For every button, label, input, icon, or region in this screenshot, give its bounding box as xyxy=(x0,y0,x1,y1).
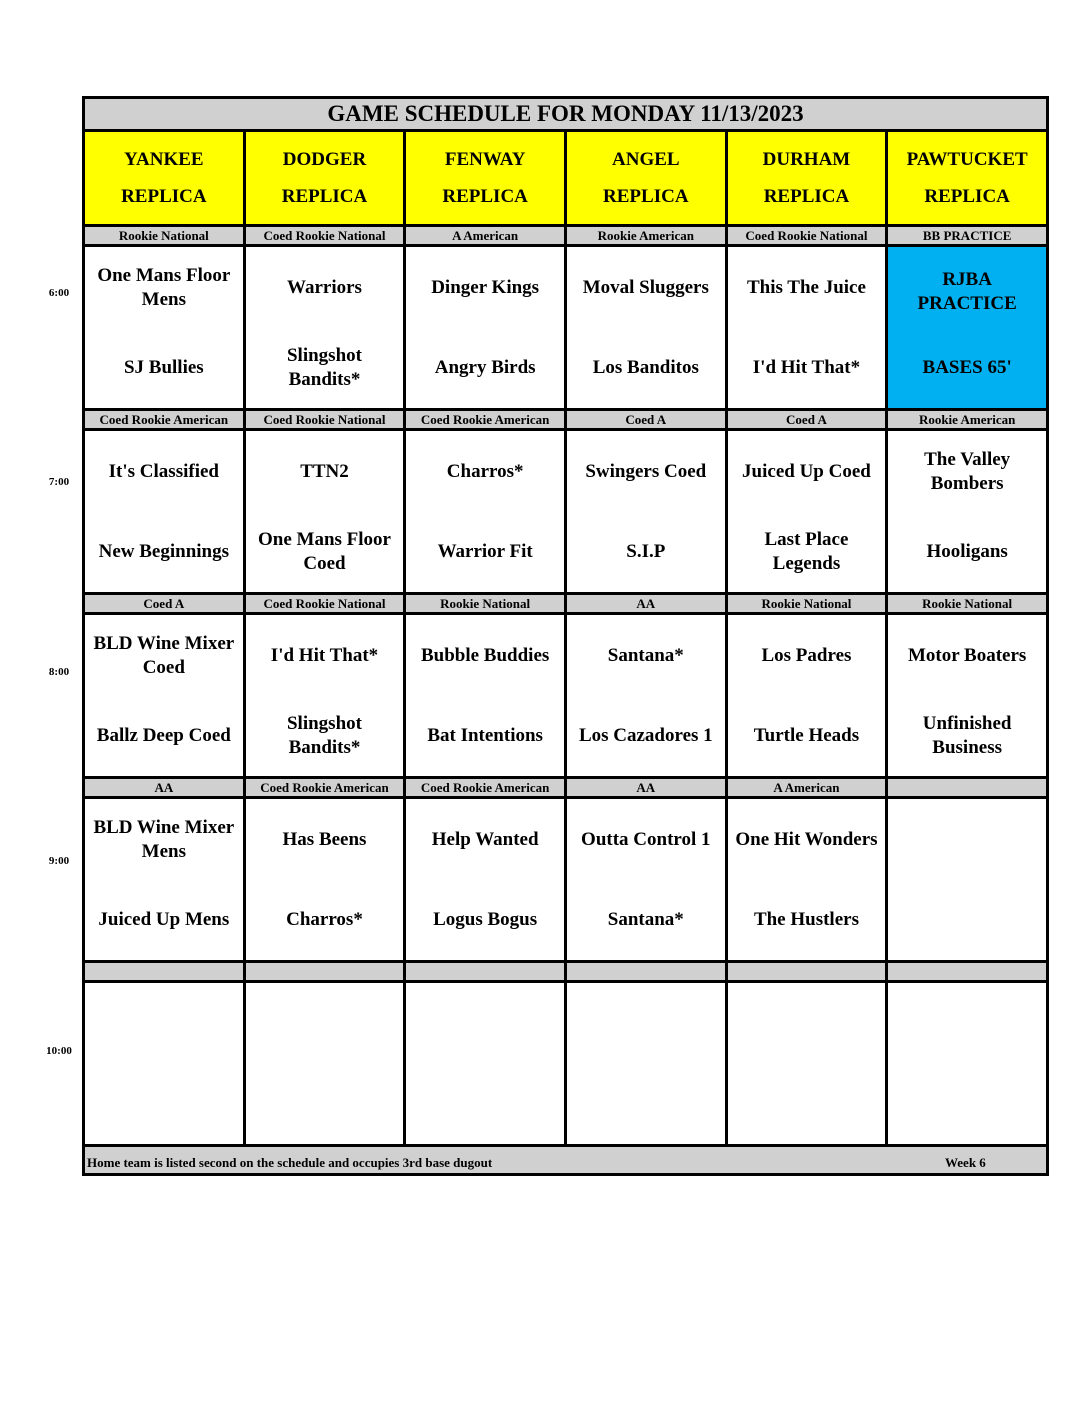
home-team: New Beginnings xyxy=(98,540,230,562)
game-cell xyxy=(726,430,887,594)
schedule-table xyxy=(82,96,1049,1176)
home-team: Los Banditos xyxy=(592,356,699,378)
game-cell xyxy=(887,798,1048,962)
division-label: Rookie National xyxy=(84,226,245,246)
away-team: The Valley Bombers xyxy=(924,448,1011,494)
home-team: Bat Intentions xyxy=(427,724,543,746)
division-label: Rookie National xyxy=(887,594,1048,614)
home-team xyxy=(408,1064,562,1144)
away-team: BLD Wine Mixer Mens xyxy=(93,816,235,862)
game-cell xyxy=(405,798,566,962)
division-label: Rookie National xyxy=(405,594,566,614)
division-label: Coed Rookie American xyxy=(405,778,566,798)
home-team: Logus Bogus xyxy=(433,908,538,930)
away-team xyxy=(569,984,723,1064)
away-team xyxy=(408,984,562,1064)
time-label-6: 6:00 xyxy=(48,287,70,299)
division-label: Coed Rookie National xyxy=(244,226,405,246)
game-cell xyxy=(565,798,726,962)
home-team: One Mans Floor Coed xyxy=(257,528,391,574)
away-team xyxy=(890,984,1044,1064)
division-label: Coed Rookie American xyxy=(405,410,566,430)
game-cell xyxy=(726,798,887,962)
field-header-fenway xyxy=(405,131,566,226)
division-label xyxy=(84,962,245,982)
game-cell xyxy=(887,430,1048,594)
home-team: Unfinished Business xyxy=(922,712,1012,758)
division-label xyxy=(887,962,1048,982)
time-label-9: 9:00 xyxy=(48,855,70,867)
time-label-7: 7:00 xyxy=(48,476,70,488)
game-cell xyxy=(405,982,566,1146)
home-team: The Hustlers xyxy=(753,908,859,930)
away-team: I'd Hit That* xyxy=(270,644,379,666)
division-label: Rookie National xyxy=(726,594,887,614)
game-cell xyxy=(887,614,1048,778)
away-team xyxy=(890,800,1044,880)
away-team: Motor Boaters xyxy=(907,644,1027,666)
home-team xyxy=(569,1064,723,1144)
time-label-10: 10:00 xyxy=(46,1045,72,1057)
home-team: Turtle Heads xyxy=(753,724,860,746)
home-team: S.I.P xyxy=(626,540,666,562)
away-team: Swingers Coed xyxy=(585,460,707,482)
home-team: Ballz Deep Coed xyxy=(96,724,231,746)
game-cell xyxy=(84,430,245,594)
field-header-durham xyxy=(726,131,887,226)
division-label: Coed A xyxy=(84,594,245,614)
week-label: Week 6 xyxy=(945,1155,986,1170)
division-label: AA xyxy=(84,778,245,798)
away-team: Charros* xyxy=(446,460,524,482)
division-label xyxy=(726,962,887,982)
division-label: A American xyxy=(726,778,887,798)
game-cell xyxy=(565,614,726,778)
away-team xyxy=(730,984,884,1064)
away-team: Los Padres xyxy=(761,644,852,666)
field-header-yankee xyxy=(84,131,245,226)
game-cell xyxy=(726,246,887,410)
division-label xyxy=(887,778,1048,798)
home-team xyxy=(890,1064,1044,1144)
home-team: SJ Bullies xyxy=(123,356,204,378)
home-team xyxy=(730,1064,884,1144)
game-cell xyxy=(244,982,405,1146)
away-team: BLD Wine Mixer Coed xyxy=(93,632,235,678)
field-name: DODGER xyxy=(282,149,367,170)
game-cell xyxy=(84,798,245,962)
field-sub: REPLICA xyxy=(281,186,368,207)
home-team xyxy=(890,880,1044,960)
division-label: Coed Rookie National xyxy=(244,410,405,430)
game-cell xyxy=(244,798,405,962)
away-team: Has Beens xyxy=(282,828,367,850)
away-team xyxy=(87,984,241,1064)
division-label: Coed Rookie National xyxy=(244,594,405,614)
away-team: Juiced Up Coed xyxy=(742,460,871,482)
home-team: Charros* xyxy=(286,908,363,930)
game-cell xyxy=(405,614,566,778)
field-sub: REPLICA xyxy=(603,186,689,207)
game-cell xyxy=(565,982,726,1146)
game-cell xyxy=(565,246,726,410)
division-label xyxy=(405,962,566,982)
field-name: FENWAY xyxy=(444,149,526,170)
game-cell xyxy=(887,982,1048,1146)
field-name: PAWTUCKET xyxy=(906,149,1028,170)
division-label: Coed A xyxy=(565,410,726,430)
away-team: Warriors xyxy=(287,276,362,298)
away-team: Santana* xyxy=(607,644,684,666)
division-label: Coed A xyxy=(726,410,887,430)
home-team: Warrior Fit xyxy=(437,540,533,562)
division-label: Rookie American xyxy=(565,226,726,246)
home-team: Last Place Legends xyxy=(764,528,849,574)
division-label: A American xyxy=(405,226,566,246)
away-team: Bubble Buddies xyxy=(420,644,550,666)
home-team: Angry Birds xyxy=(434,356,536,378)
home-team: Hooligans xyxy=(926,540,1008,562)
time-label-8: 8:00 xyxy=(48,666,70,678)
field-header-angel xyxy=(565,131,726,226)
home-team: Slingshot Bandits* xyxy=(286,712,362,758)
footer-note: Home team is listed second on the schedule and occupies 3rd base dugout xyxy=(87,1155,493,1170)
field-sub: REPLICA xyxy=(763,186,850,207)
home-team xyxy=(248,1064,402,1144)
game-cell xyxy=(405,430,566,594)
division-label: AA xyxy=(565,594,726,614)
home-team: Santana* xyxy=(607,908,684,930)
division-label xyxy=(244,962,405,982)
away-team: TTN2 xyxy=(300,460,349,482)
home-team: I'd Hit That* xyxy=(752,356,861,378)
division-label: Rookie American xyxy=(887,410,1048,430)
away-team: Moval Sluggers xyxy=(582,276,709,298)
game-cell xyxy=(84,982,245,1146)
away-team: It's Classified xyxy=(108,460,219,482)
field-name: ANGEL xyxy=(612,149,680,170)
home-team xyxy=(87,1064,241,1144)
away-team: Help Wanted xyxy=(431,828,539,850)
practice-label: RJBA PRACTICE xyxy=(917,268,1017,314)
game-cell xyxy=(244,246,405,410)
field-sub: REPLICA xyxy=(442,186,528,207)
field-sub: REPLICA xyxy=(924,186,1010,207)
away-team xyxy=(248,984,402,1064)
field-header-dodger xyxy=(244,131,405,226)
game-cell xyxy=(405,246,566,410)
schedule-title: GAME SCHEDULE FOR MONDAY 11/13/2023 xyxy=(84,98,1048,131)
away-team: Dinger Kings xyxy=(431,276,540,298)
home-team: Juiced Up Mens xyxy=(98,908,230,930)
division-label xyxy=(565,962,726,982)
game-cell xyxy=(84,614,245,778)
away-team: One Mans Floor Mens xyxy=(97,264,231,310)
division-label: AA xyxy=(565,778,726,798)
division-label: Coed Rookie American xyxy=(84,410,245,430)
division-label: Coed Rookie American xyxy=(244,778,405,798)
footer-bar xyxy=(84,1146,1048,1175)
home-team: Los Cazadores 1 xyxy=(578,724,713,746)
away-team: Outta Control 1 xyxy=(581,828,711,850)
field-header-pawtucket xyxy=(887,131,1048,226)
game-cell xyxy=(726,982,887,1146)
game-cell xyxy=(244,430,405,594)
division-label: BB PRACTICE xyxy=(887,226,1048,246)
game-cell xyxy=(244,614,405,778)
field-name: DURHAM xyxy=(762,149,851,170)
game-cell xyxy=(565,430,726,594)
away-team: This The Juice xyxy=(746,276,866,298)
game-cell xyxy=(726,614,887,778)
away-team: One Hit Wonders xyxy=(735,828,878,850)
home-team: Slingshot Bandits* xyxy=(286,344,362,390)
practice-cell xyxy=(887,246,1048,410)
field-sub: REPLICA xyxy=(121,186,207,207)
practice-detail: BASES 65' xyxy=(922,356,1012,378)
game-cell xyxy=(84,246,245,410)
field-name: YANKEE xyxy=(124,149,204,170)
division-label: Coed Rookie National xyxy=(726,226,887,246)
